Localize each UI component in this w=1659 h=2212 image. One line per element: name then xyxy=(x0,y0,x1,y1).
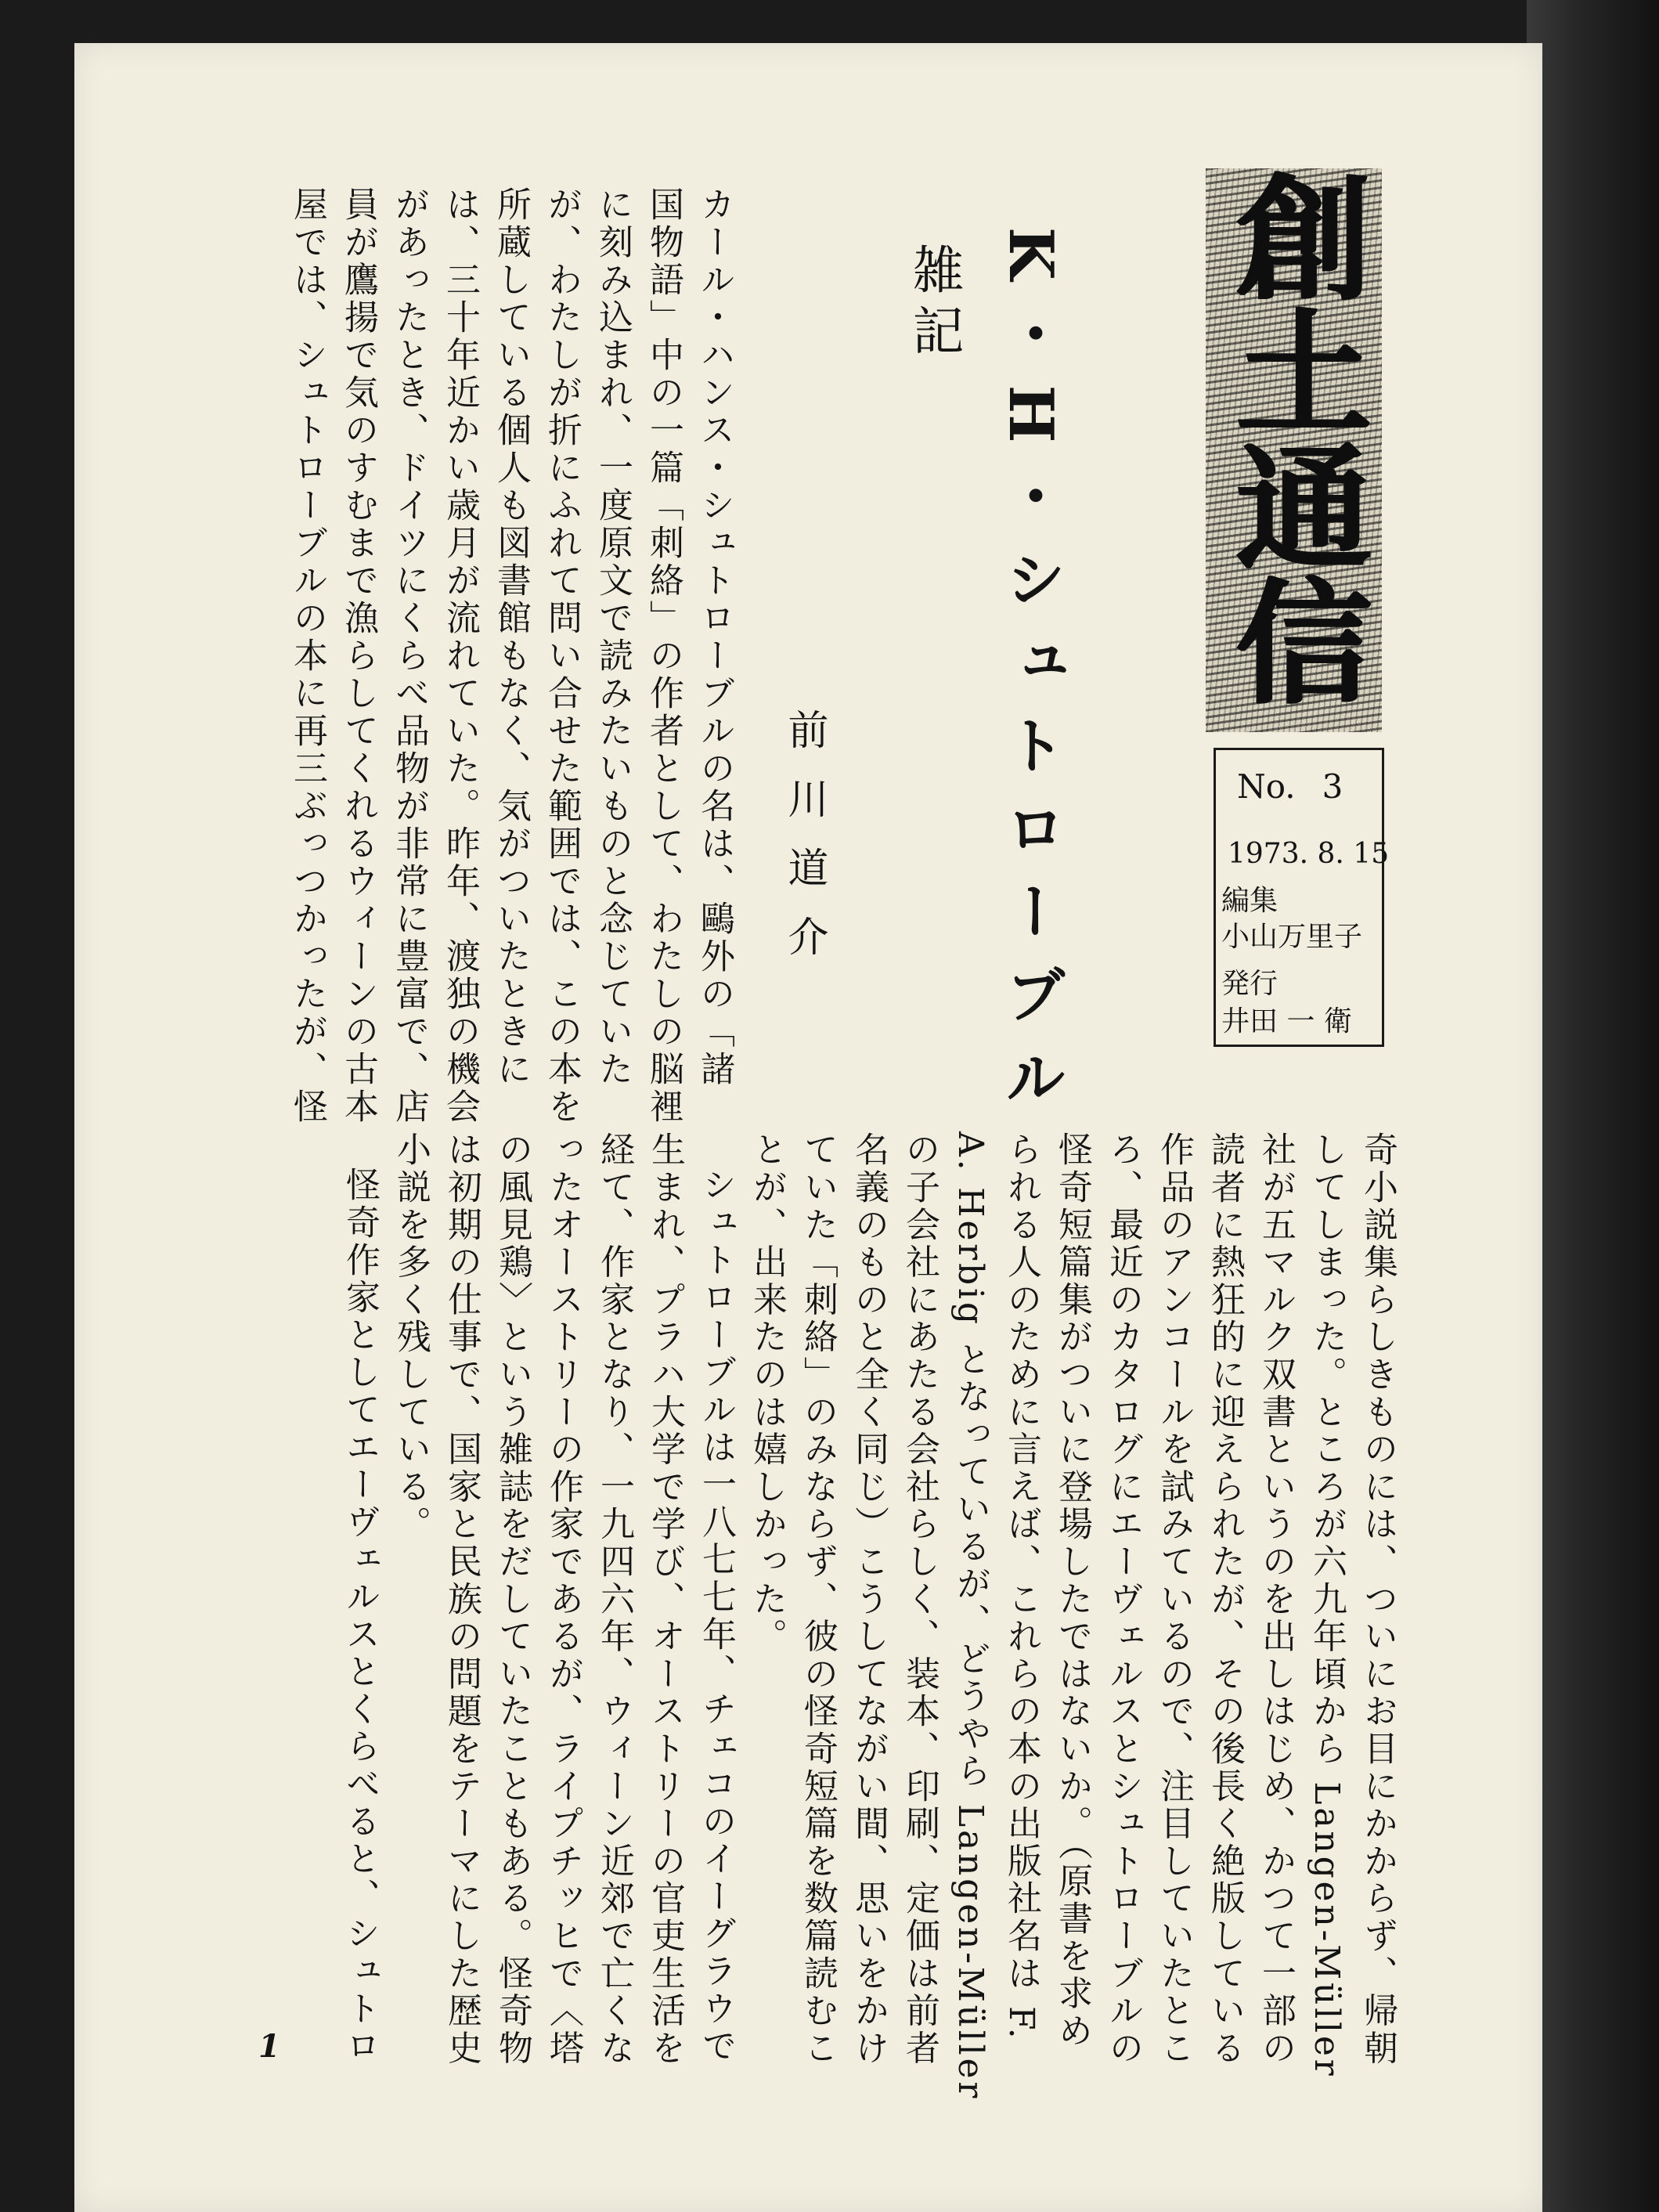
page-number: 1 xyxy=(258,2028,280,2065)
background-edge xyxy=(1527,0,1659,2212)
lower-text-line: 奇小説集らしきものには、ついにお目にかからず、帰朝 xyxy=(1358,1131,1398,2067)
upper-text-line: に刻み込まれ、一度原文で読みたいものと念じていた xyxy=(593,186,633,1088)
lower-text-line: られる人のために言えば、これらの本の出版社名は F. xyxy=(1001,1131,1041,2042)
lower-text-line: してしまった。ところが六九年頃から Langen-Müller xyxy=(1307,1131,1347,2079)
publisher-label: 発行 xyxy=(1221,968,1279,1000)
article-title: K・H・シュトローブル xyxy=(995,227,1066,1129)
editor-label: 編集 xyxy=(1221,885,1279,917)
upper-text-line: 所蔵している個人も図書館もなく、気がついたときに xyxy=(491,186,531,1088)
lower-text-line: 生まれ、プラハ大学で学び、オーストリーの官吏生活を xyxy=(645,1131,685,2067)
upper-text-line: が、わたしが折にふれて問い合せた範囲では、この本を xyxy=(542,186,582,1126)
lower-text-line: 作品のアンコールを試みているので、注目していたとこ xyxy=(1154,1131,1194,2067)
lower-text-line: ていた「刺絡」のみならず、彼の怪奇短篇を数篇読むこ xyxy=(798,1131,838,2067)
lower-text-line: シュトローブルは一八七七年、チェコのイーグラウで xyxy=(696,1167,736,2066)
issue-date: 1973. 8. 15 xyxy=(1228,838,1390,870)
article-subtitle: 雑記 xyxy=(903,243,964,365)
issue-number-value: 3 xyxy=(1322,767,1343,806)
issue-label: No. xyxy=(1237,767,1296,806)
upper-text-line: 員が鷹揚で気のすむまで漁らしてくれるウィーンの古本 xyxy=(338,186,378,1126)
lower-text-line: の風見鶏〉という雑誌をだしていたこともある。怪奇物 xyxy=(492,1131,532,2067)
upper-text-line: 国物語」中の一篇「刺絡」の作者として、わたしの脳裡 xyxy=(644,186,683,1126)
lower-text-line: 小説を多く残している。 xyxy=(391,1131,431,1543)
lower-text-line: 経て、作家となり、一九四六年、ウィーン近郊で亡くな xyxy=(594,1131,634,2067)
upper-text-line: は、三十年近かい歳月が流れていた。昨年、渡独の機会 xyxy=(440,186,480,1126)
editor-name: 小山万里子 xyxy=(1221,921,1363,953)
lower-text-line: は初期の仕事で、国家と民族の問題をテーマにした歴史 xyxy=(442,1131,481,2067)
upper-text-line: があったとき、ドイツにくらべ品物が非常に豊富で、店 xyxy=(389,186,429,1126)
lower-text-line: とが、出来たのは嬉しかった。 xyxy=(747,1131,787,1656)
lower-text-line: 名義のものと全く同じ）こうしてながい間、思いをかけ xyxy=(849,1131,889,2067)
masthead-title: 創土通信 xyxy=(1214,168,1373,707)
lower-text-line: の子会社にあたる会社らしく、装本、印刷、定価は前者 xyxy=(900,1131,939,2067)
upper-text-line: カール・ハンス・シュトローブルの名は、鷗外の「諸 xyxy=(694,186,734,1088)
lower-text-line: ったオーストリーの作家であるが、ライプチッヒで〈塔 xyxy=(543,1131,583,2067)
lower-text-line: 怪奇短篇集がついに登場したではないか。（原書を求め xyxy=(1052,1131,1092,2050)
publisher-name: 井田 一 衛 xyxy=(1221,1005,1352,1037)
lower-text-line: 怪奇作家としてエーヴェルスとくらべると、シュトロ xyxy=(340,1167,380,2066)
article-author: 前川道介 xyxy=(781,709,828,984)
lower-text-line: A. Herbig となっているが、どうやら Langen-Müller xyxy=(950,1131,990,2102)
issue-number xyxy=(1237,767,1343,806)
lower-text-line: 読者に熱狂的に迎えられたが、その後長く絶版している xyxy=(1205,1131,1245,2067)
upper-text-line: 屋では、シュトローブルの本に再三ぶっつかったが、怪 xyxy=(287,186,327,1126)
lower-text-line: ろ、最近のカタログにエーヴェルスとシュトローブルの xyxy=(1103,1131,1143,2067)
lower-text-line: 社が五マルク双書というのを出しはじめ、かつて一部の xyxy=(1256,1131,1296,2067)
